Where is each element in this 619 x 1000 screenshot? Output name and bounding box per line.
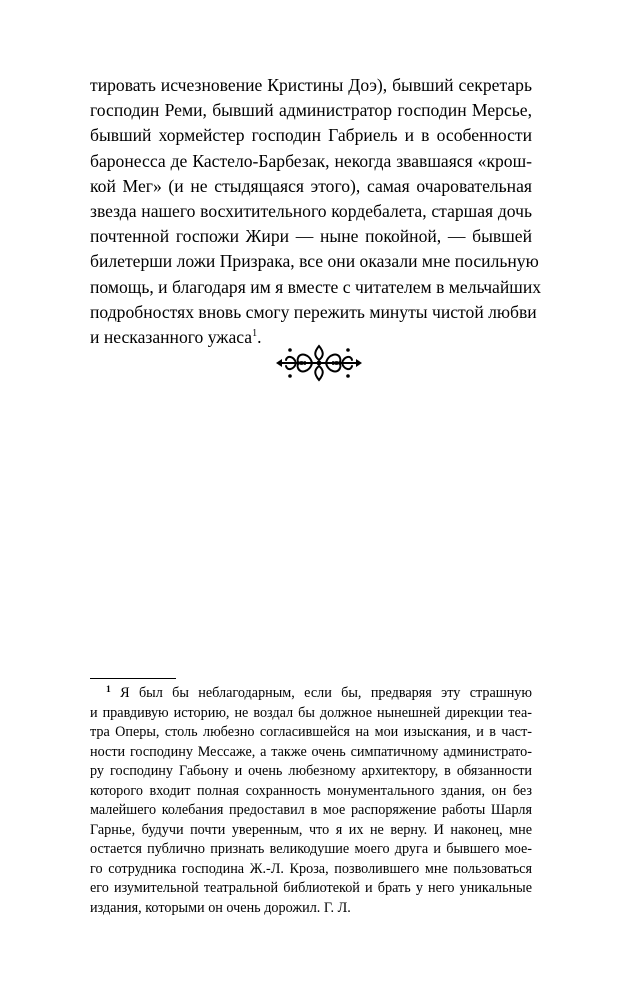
text-line: билетерши ложи Призрака, все они оказали мне посильную bbox=[90, 251, 539, 272]
text-line: тировать исчезновение Кристины Доэ), бывший секретарь bbox=[90, 75, 532, 95]
footnote-line: тра Оперы, столь любезно согласившейся на мои изыскания, и в част- bbox=[90, 724, 532, 740]
text-line: бывший хормейстер господин Габриель и в особенности bbox=[90, 125, 532, 146]
text-line: подробностях вновь смогу пережить минуты чистой любви bbox=[90, 301, 537, 322]
decorative-scroll-ornament-icon bbox=[274, 342, 364, 384]
footnote-line: ности господину Мессаже, а также очень симпатичному администрато- bbox=[90, 743, 532, 760]
footnote-line-last: издания, которыми он очень дорожил. Г. Л. bbox=[90, 899, 351, 916]
footnote-line: остается публично признать великодушие моего друга и бывшего мое- bbox=[90, 841, 532, 857]
text-line: господин Реми, бывший администратор господин Мерсье, bbox=[90, 100, 532, 121]
footnote-line: Гарнье, будучи почти уверенным, что я их не верну. И наконец, мне bbox=[90, 821, 532, 838]
footnote-line: и правдивую историю, не воздал бы должное нынешней дирекции теа- bbox=[90, 704, 532, 721]
footnote-line-first bbox=[90, 684, 532, 704]
footnote-line: го сотрудника господина Ж.-Л. Кроза, позволившего мне пользоваться bbox=[90, 860, 532, 877]
text-line: кой Мег» (и не стыдящаяся этого), самая очаровательная bbox=[90, 175, 532, 196]
text-line: звезда нашего восхитительного кордебалета, старшая дочь bbox=[90, 200, 532, 221]
text-line: помощь, и благодаря им я вместе с читателем в мельчайших bbox=[90, 276, 542, 297]
footnote-divider bbox=[90, 678, 176, 679]
footnote-line: малейшего колебания предоставил в мое распоряжение работы Шарля bbox=[90, 802, 532, 818]
footnote-first-line-text: Я был бы неблагодарным, если бы, предваряя эту страшную bbox=[120, 685, 532, 701]
footnote-number: 1 bbox=[106, 685, 111, 695]
main-paragraph bbox=[90, 73, 542, 350]
footnote-line: его изумительной театральной библиотекой и брать у него уникальные bbox=[90, 880, 532, 896]
footnote-line: ру господину Габьону и очень любезному архитектору, в обязанности bbox=[90, 763, 532, 779]
footnote-reference: 1 bbox=[252, 327, 258, 339]
footnote-line: которого входит полная сохранность монументального здания, он без bbox=[90, 782, 532, 799]
text-line: почтенной госпожи Жири — ныне покойной, — бывшей bbox=[90, 226, 532, 247]
text-line-last: и несказанного ужаса$^1$. bbox=[90, 326, 262, 347]
text-line: баронесса де Кастело-Барбезак, некогда звавшаяся «крош- bbox=[90, 150, 532, 171]
last-line-text: и несказанного ужаса bbox=[90, 326, 253, 347]
footnote bbox=[90, 684, 532, 918]
